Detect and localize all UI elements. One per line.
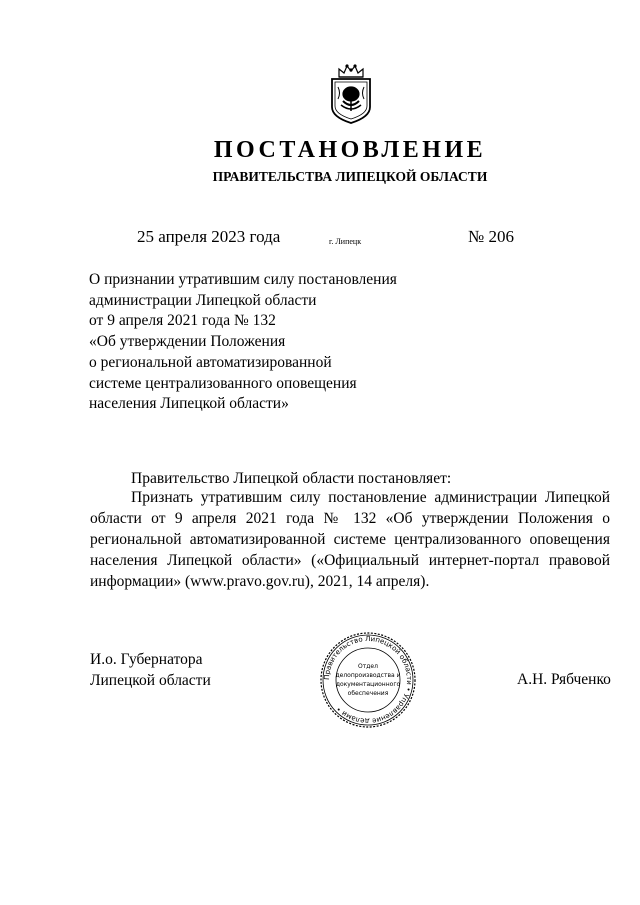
stamp-inner-line: делопроизводства и — [335, 672, 401, 679]
signatory-position-line: Липецкой области — [90, 671, 211, 689]
document-date: 25 апреля 2023 года — [137, 227, 281, 246]
subject-line: О признании утратившим силу постановления — [89, 271, 397, 288]
subject-line: от 9 апреля 2021 года № 132 — [89, 312, 276, 330]
coat-of-arms-icon — [326, 63, 376, 125]
official-stamp — [318, 630, 418, 730]
signatory-name: А.Н. Рябченко — [517, 671, 611, 688]
document-subject — [89, 270, 397, 415]
document-body: Признать утратившим силу постановление администрации Липецкой области от 9 апреля 2021 года № 132 «Об утверждении Положения о региональной автоматизированной системе централизованного оповещения населения Липецкой области» («Официальный интернет-портал правовой информации» (www.pravo.gov.ru), 2021, 14 апреля). — [90, 489, 610, 590]
document-number: № 206 — [468, 227, 514, 246]
stamp-inner-line: документационного — [335, 681, 401, 688]
subject-line: системе централизованного оповещения — [89, 374, 357, 392]
stamp-inner-line: Отдел — [358, 663, 378, 670]
svg-text:Правительство Липецкой области — [323, 635, 413, 725]
subject-line: «Об утверждении Положения — [89, 333, 286, 351]
stamp-outer-text: Правительство Липецкой области • Управление делами • — [322, 634, 414, 726]
document-city: г. Липецк — [329, 237, 362, 246]
signatory-position — [90, 650, 211, 691]
subject-line: администрации Липецкой области — [89, 291, 317, 309]
document-title: ПОСТАНОВЛЕНИЕ — [213, 137, 487, 163]
document-preamble: Правительство Липецкой области постановляет: — [131, 470, 452, 487]
stamp-inner-line: обеспечения — [347, 690, 389, 697]
subject-line: населения Липецкой области» — [89, 395, 289, 413]
signatory-position-line: И.о. Губернатора — [90, 651, 203, 668]
document-subtitle: ПРАВИТЕЛЬСТВА ЛИПЕЦКОЙ ОБЛАСТИ — [212, 169, 488, 184]
subject-line: о региональной автоматизированной — [89, 353, 332, 371]
